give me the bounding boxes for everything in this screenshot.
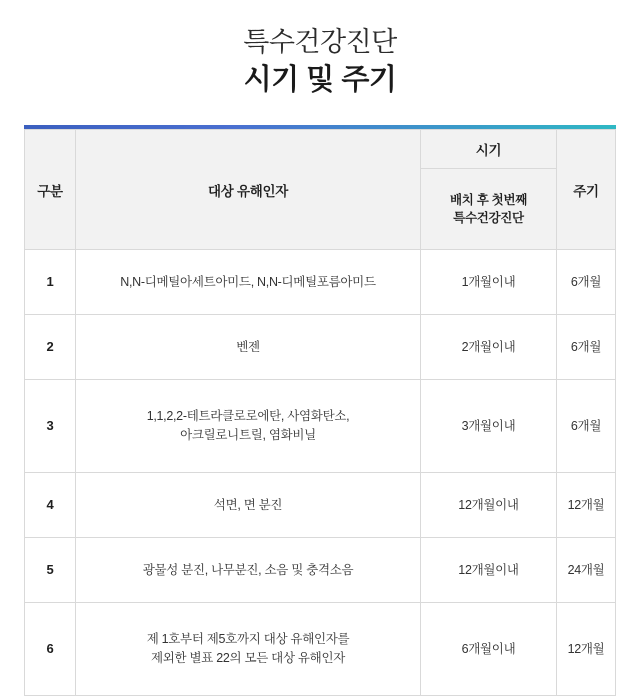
- header-jugi: 주기: [557, 130, 616, 250]
- row-sigi: 1개월이내: [421, 250, 557, 315]
- table-row: [25, 538, 616, 603]
- row-sigi: 2개월이내: [421, 315, 557, 380]
- schedule-table: [24, 129, 616, 696]
- row-sigi: 12개월이내: [421, 473, 557, 538]
- row-agent-line1: 석면, 면 분진: [213, 497, 283, 512]
- row-agent: [76, 315, 421, 380]
- row-jugi: 6개월: [557, 380, 616, 473]
- schedule-table-wrapper: [24, 125, 616, 696]
- row-agent-line1: 1,1,2,2-테트라클로로에탄, 사염화탄소,: [146, 409, 350, 424]
- header-sigi-sub-line1: 배치 후 첫번째: [450, 193, 527, 208]
- header-sigi-sub: [421, 169, 557, 250]
- row-agent-line1: N,N-디메틸아세트아미드, N,N-디메틸포름아미드: [120, 274, 376, 289]
- page-title: [0, 0, 640, 99]
- row-agent-line2: 아크릴로니트릴, 염화비닐: [180, 428, 316, 443]
- table-header: [25, 130, 616, 250]
- row-jugi: 6개월: [557, 315, 616, 380]
- page-title-line1: 특수건강진단: [243, 27, 397, 57]
- row-number: 3: [25, 380, 76, 473]
- row-jugi: 24개월: [557, 538, 616, 603]
- row-number: 2: [25, 315, 76, 380]
- row-number: 1: [25, 250, 76, 315]
- table-row: [25, 380, 616, 473]
- page-title-line2: 시기 및 주기: [243, 63, 397, 96]
- row-number: 6: [25, 603, 76, 696]
- row-jugi: 12개월: [557, 473, 616, 538]
- row-agent-line2: 제외한 별표 22의 모든 대상 유해인자: [150, 651, 346, 666]
- row-agent: [76, 473, 421, 538]
- row-agent: [76, 538, 421, 603]
- table-body: [25, 250, 616, 696]
- row-jugi: 12개월: [557, 603, 616, 696]
- table-row: [25, 473, 616, 538]
- row-number: 4: [25, 473, 76, 538]
- row-sigi: 12개월이내: [421, 538, 557, 603]
- table-header-row-1: [25, 130, 616, 169]
- row-agent-line1: 제 1호부터 제5호까지 대상 유해인자를: [146, 632, 350, 647]
- header-sigi-sub-line2: 특수건강진단: [453, 211, 524, 226]
- row-agent-line1: 벤젠: [236, 339, 260, 354]
- row-agent: [76, 250, 421, 315]
- row-number: 5: [25, 538, 76, 603]
- header-sigi-group: 시기: [421, 130, 557, 169]
- row-agent: [76, 603, 421, 696]
- row-jugi: 6개월: [557, 250, 616, 315]
- row-agent-line1: 광물성 분진, 나무분진, 소음 및 충격소음: [142, 562, 354, 577]
- header-agent: 대상 유해인자: [76, 130, 421, 250]
- row-agent: [76, 380, 421, 473]
- table-row: [25, 315, 616, 380]
- table-row: [25, 250, 616, 315]
- table-row: [25, 603, 616, 696]
- row-sigi: 6개월이내: [421, 603, 557, 696]
- row-sigi: 3개월이내: [421, 380, 557, 473]
- header-gubun: 구분: [25, 130, 76, 250]
